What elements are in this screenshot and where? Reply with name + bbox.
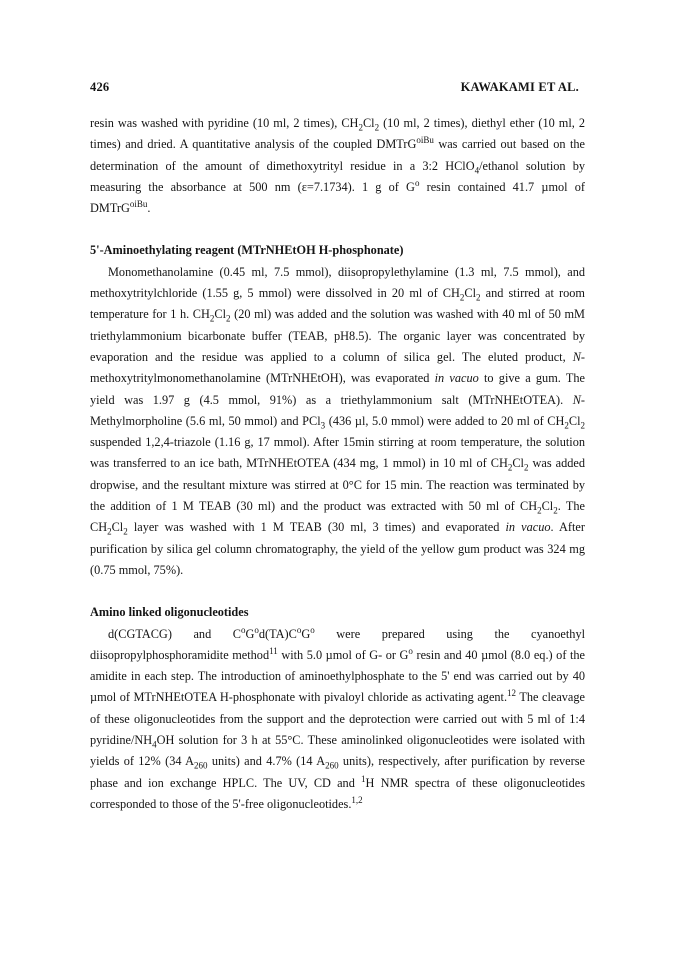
page-header	[90, 80, 579, 95]
section-heading-amino-linked-oligonucleotides: Amino linked oligonucleotides	[90, 605, 249, 620]
intro-paragraph: resin was washed with pyridine (10 ml, 2 times), $CH_2Cl_2$ (10 ml, 2 times), diethyl ether (10 ml, 2 times) and dried. A quantitative analysis of the coupled DMTrG$^{oiBu}$ was carried out based on the determination of the amount of dimethoxytrityl residue in a 3:2 HClO$_4$/ethanol solution by measuring the absorbance at 500 nm (ε=7.1734). 1 g of $G^o$ resin contained 41.7 µmol of DMTrG$^{oiBu}$.	[90, 116, 586, 216]
section-paragraph-amino-linked-oligonucleotides: d(CGTACG) and $C^oG^od(TA)C^oG^o$ were prepared using the cyanoethyl diisopropylphosphoramidite method$^{11}$ with 5.0 µmol of G- or $G^o$ resin and 40 µmol (8.0 eq.) of the amidite in each step. The introduction of aminoethylphosphate to the 5' end was carried out by 40 µmol of MTrNHEtOTEA H-phosphonate with pivaloyl chloride as activating agent.$^{12}$ The cleavage of these oligonucleotides from the support and the deprotection were carried out with 5 ml of 1:4 pyridine/$NH_4OH$ solution for 3 h at 55°C. These aminolinked oligonucleotides were isolated with yields of 12% (34 $A_{260}$ units) and 4.7% (14 $A_{260}$ units), respectively, after purification by reverse phase and ion exchange HPLC. The UV, CD and $^1$H NMR spectra of these oligonucleotides corresponded to those of the 5'-free oligonucleotides.$^{1,2}$	[90, 624, 586, 811]
page-number: 426	[90, 80, 110, 94]
body-text	[90, 113, 585, 815]
citation-11: 11	[269, 645, 278, 656]
citation-1-2: 1,2	[351, 794, 363, 805]
section-heading-aminoethylating-reagent: 5'-Aminoethylating reagent (MTrNHEtOH H-phosphonate)	[90, 243, 404, 258]
section-paragraph-aminoethylating-reagent: Monomethanolamine (0.45 ml, 7.5 mmol), diisopropylethylamine (1.3 ml, 7.5 mmol), and methoxytritylchloride (1.55 g, 5 mmol) were dissolved in 20 ml of $CH_2Cl_2$ and stirred at room temperature for 1 h. $CH_2Cl_2$ (20 ml) was added and the solution was washed with 40 ml of 50 mM triethylammonium bicarbonate buffer (TEAB, pH8.5). The organic layer was concentrated by evaporation and the residue was applied to a column of silica gel. The eluted product, N-methoxytritylmonomethanolamine (MTrNHEtOH), was evaporated in vacuo to give a gum. The yield was 1.97 g (4.5 mmol, 91%) as a triethylammonium salt (MTrNHEtOTEA). N-Methylmorpholine (5.6 ml, 50 mmol) and PCl$_3$ (436 µl, 5.0 mmol) were added to 20 ml of $CH_2Cl_2$ suspended 1,2,4-triazole (1.16 g, 17 mmol). After 15min stirring at room temperature, the solution was transferred to an ice bath, MTrNHEtOTEA (434 mg, 1 mmol) in 10 ml of $CH_2Cl_2$ was added dropwise, and the resultant mixture was stirred at 0°C for 15 min. The reaction was terminated by the addition of 1 M TEAB (30 ml) and the product was extracted with 50 ml of $CH_2Cl_2$. The $CH_2Cl_2$ layer was washed with 1 M TEAB (30 ml, 3 times) and evaporated in vacuo. After purification by silica gel column chromatography, the yield of the yellow gum product was 324 mg (0.75 mmol, 75%).	[90, 264, 586, 577]
running-title: KAWAKAMI ET AL.	[460, 80, 579, 94]
citation-12: 12	[507, 688, 517, 699]
